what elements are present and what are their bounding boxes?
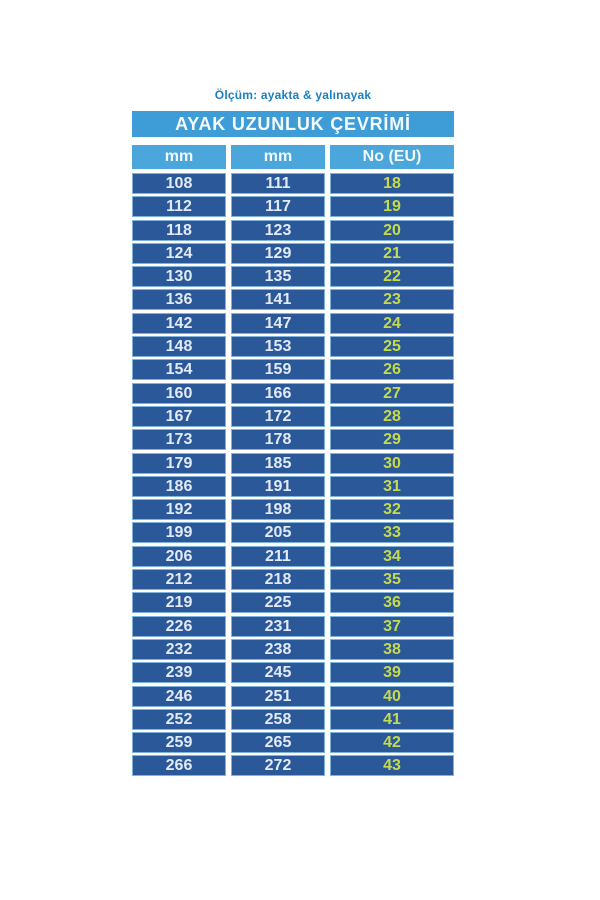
cell-shoe-inner-mm: 251 (231, 686, 325, 707)
table-row (132, 313, 454, 334)
table-row (132, 429, 454, 450)
cell-eu-size: 26 (330, 359, 454, 380)
cell-foot-length-mm: 186 (132, 476, 226, 497)
header-foot-length-mm: mm (132, 145, 226, 169)
table-row (132, 639, 454, 660)
cell-eu-size: 19 (330, 196, 454, 217)
cell-shoe-inner-mm: 231 (231, 616, 325, 637)
cell-eu-size: 41 (330, 709, 454, 730)
cell-shoe-inner-mm: 198 (231, 499, 325, 520)
cell-shoe-inner-mm: 265 (231, 732, 325, 753)
cell-shoe-inner-mm: 111 (231, 173, 325, 194)
cell-eu-size: 34 (330, 546, 454, 567)
cell-foot-length-mm: 232 (132, 639, 226, 660)
cell-eu-size: 21 (330, 243, 454, 264)
cell-foot-length-mm: 239 (132, 662, 226, 683)
table-row (132, 476, 454, 497)
table-row (132, 336, 454, 357)
header-eu-size: No (EU) (330, 145, 454, 169)
cell-eu-size: 43 (330, 755, 454, 776)
cell-shoe-inner-mm: 178 (231, 429, 325, 450)
cell-foot-length-mm: 179 (132, 453, 226, 474)
cell-eu-size: 40 (330, 686, 454, 707)
cell-foot-length-mm: 112 (132, 196, 226, 217)
table-row (132, 243, 454, 264)
table-row (132, 220, 454, 241)
table-row (132, 173, 454, 194)
cell-shoe-inner-mm: 191 (231, 476, 325, 497)
chart-title-banner: AYAK UZUNLUK ÇEVRİMİ (132, 111, 454, 137)
cell-foot-length-mm: 142 (132, 313, 226, 334)
cell-shoe-inner-mm: 211 (231, 546, 325, 567)
cell-foot-length-mm: 167 (132, 406, 226, 427)
cell-shoe-inner-mm: 205 (231, 522, 325, 543)
table-row (132, 289, 454, 310)
cell-eu-size: 30 (330, 453, 454, 474)
cell-eu-size: 22 (330, 266, 454, 287)
cell-shoe-inner-mm: 185 (231, 453, 325, 474)
cell-eu-size: 18 (330, 173, 454, 194)
header-shoe-inner-mm: mm (231, 145, 325, 169)
cell-shoe-inner-mm: 153 (231, 336, 325, 357)
table-row (132, 592, 454, 613)
cell-eu-size: 23 (330, 289, 454, 310)
cell-shoe-inner-mm: 225 (231, 592, 325, 613)
cell-foot-length-mm: 160 (132, 383, 226, 404)
table-row (132, 662, 454, 683)
cell-shoe-inner-mm: 123 (231, 220, 325, 241)
table-row (132, 196, 454, 217)
table-row (132, 383, 454, 404)
table-row (132, 499, 454, 520)
cell-eu-size: 42 (330, 732, 454, 753)
cell-shoe-inner-mm: 238 (231, 639, 325, 660)
cell-foot-length-mm: 192 (132, 499, 226, 520)
cell-foot-length-mm: 154 (132, 359, 226, 380)
cell-eu-size: 24 (330, 313, 454, 334)
cell-eu-size: 32 (330, 499, 454, 520)
cell-foot-length-mm: 212 (132, 569, 226, 590)
cell-eu-size: 31 (330, 476, 454, 497)
cell-foot-length-mm: 259 (132, 732, 226, 753)
cell-shoe-inner-mm: 147 (231, 313, 325, 334)
cell-shoe-inner-mm: 258 (231, 709, 325, 730)
table-row (132, 522, 454, 543)
cell-eu-size: 25 (330, 336, 454, 357)
table-row (132, 359, 454, 380)
cell-shoe-inner-mm: 272 (231, 755, 325, 776)
measurement-note: Ölçüm: ayakta & yalınayak (214, 88, 372, 102)
cell-shoe-inner-mm: 141 (231, 289, 325, 310)
cell-shoe-inner-mm: 159 (231, 359, 325, 380)
cell-eu-size: 36 (330, 592, 454, 613)
table-row (132, 569, 454, 590)
cell-foot-length-mm: 246 (132, 686, 226, 707)
cell-foot-length-mm: 173 (132, 429, 226, 450)
cell-eu-size: 33 (330, 522, 454, 543)
cell-foot-length-mm: 108 (132, 173, 226, 194)
table-row (132, 406, 454, 427)
cell-shoe-inner-mm: 218 (231, 569, 325, 590)
cell-foot-length-mm: 148 (132, 336, 226, 357)
cell-eu-size: 35 (330, 569, 454, 590)
table-row (132, 732, 454, 753)
cell-eu-size: 39 (330, 662, 454, 683)
cell-foot-length-mm: 199 (132, 522, 226, 543)
cell-foot-length-mm: 226 (132, 616, 226, 637)
table-row (132, 616, 454, 637)
cell-shoe-inner-mm: 166 (231, 383, 325, 404)
cell-foot-length-mm: 252 (132, 709, 226, 730)
cell-eu-size: 29 (330, 429, 454, 450)
table-row (132, 546, 454, 567)
cell-eu-size: 20 (330, 220, 454, 241)
table-body (132, 173, 454, 776)
cell-foot-length-mm: 206 (132, 546, 226, 567)
size-chart (132, 88, 454, 776)
cell-shoe-inner-mm: 172 (231, 406, 325, 427)
table-row (132, 453, 454, 474)
cell-foot-length-mm: 136 (132, 289, 226, 310)
cell-foot-length-mm: 266 (132, 755, 226, 776)
cell-shoe-inner-mm: 117 (231, 196, 325, 217)
cell-shoe-inner-mm: 245 (231, 662, 325, 683)
cell-shoe-inner-mm: 129 (231, 243, 325, 264)
cell-eu-size: 38 (330, 639, 454, 660)
cell-eu-size: 28 (330, 406, 454, 427)
cell-foot-length-mm: 124 (132, 243, 226, 264)
cell-foot-length-mm: 118 (132, 220, 226, 241)
table-row (132, 266, 454, 287)
cell-foot-length-mm: 130 (132, 266, 226, 287)
table-row (132, 709, 454, 730)
cell-shoe-inner-mm: 135 (231, 266, 325, 287)
cell-eu-size: 37 (330, 616, 454, 637)
table-row (132, 686, 454, 707)
table-header-row (132, 145, 454, 169)
table-row (132, 755, 454, 776)
cell-eu-size: 27 (330, 383, 454, 404)
cell-foot-length-mm: 219 (132, 592, 226, 613)
